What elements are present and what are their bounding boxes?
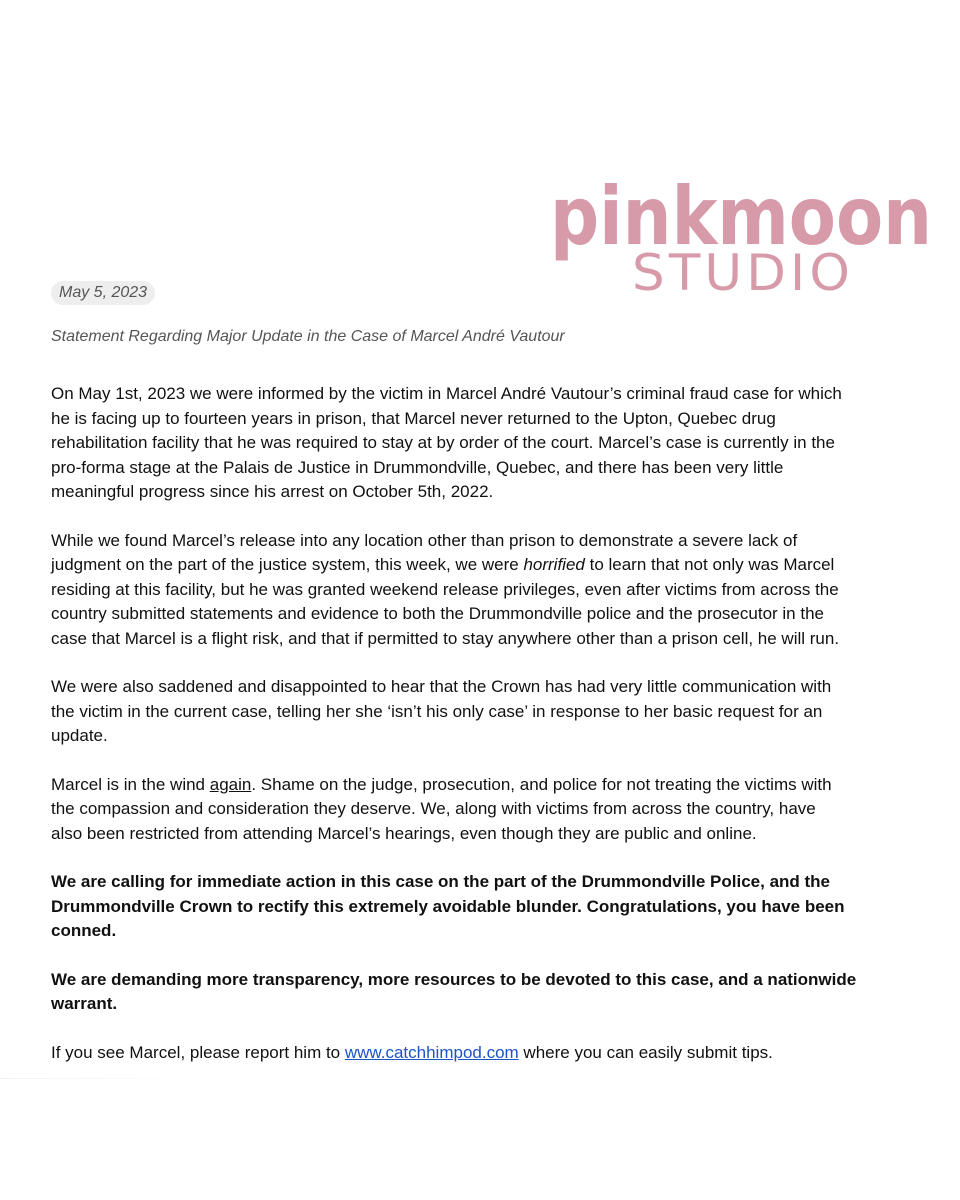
text-segment: If you see Marcel, please report him to <box>51 1042 345 1062</box>
paragraph-1 <box>51 382 931 505</box>
paragraph-7-report <box>51 1041 931 1066</box>
text-line <box>51 553 931 578</box>
statement-subject: Statement Regarding Major Update in the Case of Marcel André Vautour <box>51 328 565 345</box>
text-line: also been restricted from attending Marcel’s hearings, even though they are public and online. <box>51 823 757 843</box>
paragraph-2 <box>51 529 931 652</box>
text-segment: Marcel is in the wind <box>51 774 210 794</box>
underlined-again: again <box>209 774 252 794</box>
pinkmoon-studio-logo-graphic <box>548 168 938 300</box>
text-line: We are calling for immediate action in this case on the part of the Drummondville Police, and the <box>51 872 831 891</box>
text-line: country submitted statements and evidence to both the Drummondville police and the prosecutor in the <box>51 604 824 623</box>
text-segment: where you can easily submit tips. <box>518 1042 773 1062</box>
pinkmoon-studio-logo <box>548 168 938 300</box>
text-line: meaningful progress since his arrest on October 5th, 2022. <box>51 482 494 501</box>
text-line: rehabilitation facility that he was required to stay at by order of the court. Marcel’s case is currently in the <box>51 433 835 452</box>
text-line: case that Marcel is a flight risk, and that if permitted to stay anywhere other than a prison cell, he will run. <box>51 628 840 648</box>
text-line: We are demanding more transparency, more resources to be devoted to this case, and a nationwide <box>51 969 857 989</box>
paragraph-6-demands <box>51 968 931 1017</box>
statement-date: May 5, 2023 <box>51 281 155 305</box>
statement-body <box>51 382 931 1089</box>
text-line: Drummondville Crown to rectify this extremely avoidable blunder. Congratulations, you have been <box>51 896 845 916</box>
text-segment: to learn that not only was Marcel <box>584 555 835 574</box>
text-line: he is facing up to fourteen years in prison, that Marcel never returned to the Upton, Quebec drug <box>51 408 776 428</box>
text-line: the victim in the current case, telling her she ‘isn’t his only case’ in response to her basic request for an <box>51 701 823 721</box>
text-line: the compassion and consideration they deserve. We, along with victims from across the country, have <box>51 799 816 818</box>
text-line: On May 1st, 2023 we were informed by the victim in Marcel André Vautour’s criminal fraud case for which <box>51 384 842 403</box>
paragraph-3 <box>51 675 931 749</box>
text-line <box>51 773 931 798</box>
catchhimpod-link[interactable]: www.catchhimpod.com <box>344 1042 519 1062</box>
svg-text:pinkmoon: pinkmoon <box>550 170 932 263</box>
text-segment: judgment on the part of the justice system, this week, we were <box>51 555 524 574</box>
paragraph-4 <box>51 773 931 847</box>
text-line: warrant. <box>51 994 118 1013</box>
text-line: pro-forma stage at the Palais de Justice in Drummondville, Quebec, and there has been very little <box>51 457 784 477</box>
divider <box>0 1078 200 1079</box>
text-line: We were also saddened and disappointed to hear that the Crown has had very little communication with <box>51 677 832 696</box>
text-segment: . Shame on the judge, prosecution, and police for not treating the victims with <box>251 774 832 794</box>
emphasis-horrified: horrified <box>523 555 585 574</box>
svg-text:STUDIO: STUDIO <box>632 244 854 300</box>
text-line <box>51 1041 931 1066</box>
text-line: update. <box>51 726 108 745</box>
text-line: conned. <box>51 921 117 940</box>
text-line: While we found Marcel’s release into any location other than prison to demonstrate a severe lack of <box>51 530 798 550</box>
paragraph-5-call-to-action <box>51 870 931 944</box>
text-line: residing at this facility, but he was granted weekend release privileges, even after victims from across the <box>51 579 839 599</box>
